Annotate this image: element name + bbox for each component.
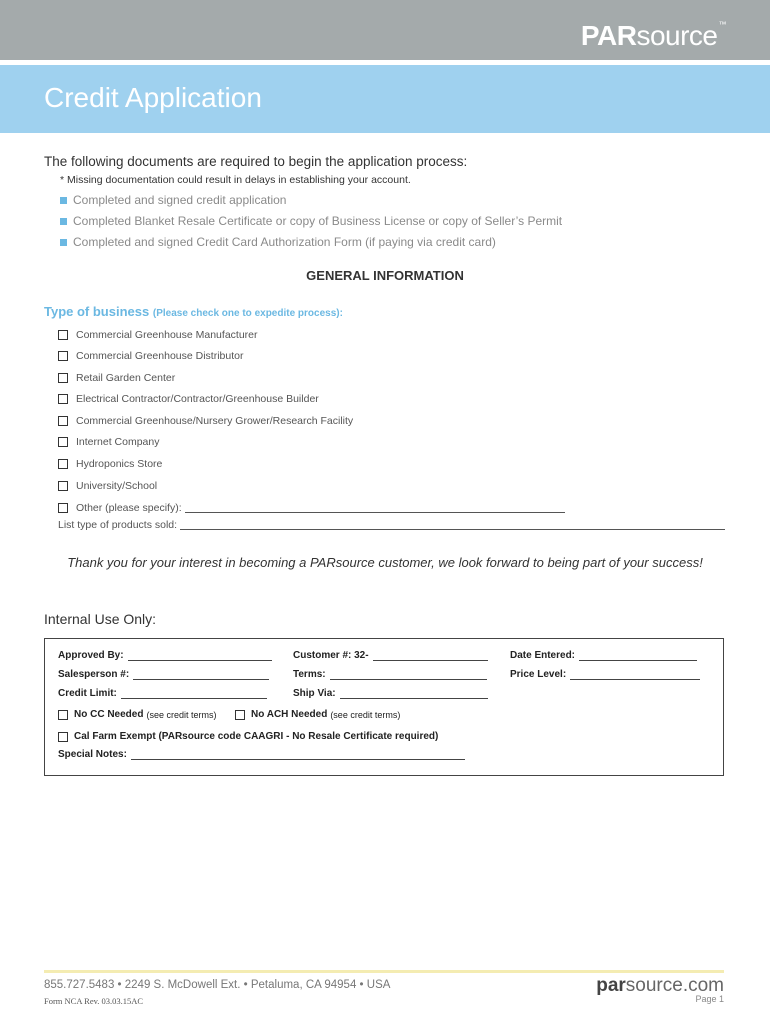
business-option[interactable]: Hydroponics Store (58, 458, 162, 470)
business-option[interactable]: Internet Company (58, 436, 159, 448)
parsource-logo: PARsource™ (580, 20, 726, 51)
checkbox-icon[interactable] (58, 416, 68, 426)
products-sold-row: List type of products sold: (58, 519, 725, 531)
internal-use-box (44, 638, 724, 776)
checkbox-icon[interactable] (58, 351, 68, 361)
form-number: Form NCA Rev. 03.03.15AC (44, 996, 144, 1006)
terms-line[interactable] (330, 670, 487, 680)
checkbox-icon[interactable] (58, 732, 68, 742)
thank-you-message: Thank you for your interest in becoming a PARsource customer, we look forward to being part of your success! (67, 555, 703, 570)
required-doc-item: Completed and signed Credit Card Authorization Form (if paying via credit card) (60, 235, 496, 249)
no-cc-checkbox[interactable]: No CC Needed (see credit terms) (58, 709, 216, 720)
page-title: Credit Application (44, 82, 262, 113)
square-bullet-icon (60, 197, 67, 204)
salesperson-line[interactable] (133, 670, 269, 680)
internal-use-heading: Internal Use Only: (44, 611, 157, 627)
checkbox-icon[interactable] (58, 503, 68, 513)
business-option[interactable]: Retail Garden Center (58, 372, 175, 384)
checkbox-icon[interactable] (58, 710, 68, 720)
business-type-label: Type of business (Please check one to expedite process): (44, 304, 343, 319)
checkbox-icon[interactable] (235, 710, 245, 720)
credit-limit-field[interactable]: Credit Limit: (58, 688, 267, 699)
products-sold-field[interactable] (180, 520, 725, 530)
section-title-general-information: GENERAL INFORMATION (306, 268, 464, 283)
requirements-heading: The following documents are required to begin the application process: (44, 154, 468, 169)
ship-via-line[interactable] (340, 689, 488, 699)
checkbox-icon[interactable] (58, 437, 68, 447)
square-bullet-icon (60, 239, 67, 246)
required-doc-item: Completed and signed credit application (60, 193, 286, 207)
date-entered-field[interactable]: Date Entered: (510, 650, 697, 661)
approved-by-field[interactable]: Approved By: (58, 650, 272, 661)
footer-contact: 855.727.5483 • 2249 S. McDowell Ext. • Petaluma, CA 94954 • USA (44, 979, 391, 991)
terms-field[interactable]: Terms: (293, 669, 487, 680)
checkbox-icon[interactable] (58, 373, 68, 383)
checkbox-icon[interactable] (58, 481, 68, 491)
business-option-other[interactable]: Other (please specify): (58, 502, 565, 514)
requirements-note: * Missing documentation could result in delays in establishing your account. (60, 174, 411, 186)
special-notes-line[interactable] (131, 750, 465, 760)
customer-number-line[interactable] (373, 651, 488, 661)
checkbox-icon[interactable] (58, 394, 68, 404)
business-option[interactable]: University/School (58, 480, 157, 492)
price-level-field[interactable]: Price Level: (510, 669, 700, 680)
price-level-line[interactable] (570, 670, 700, 680)
credit-limit-line[interactable] (121, 689, 267, 699)
footer-divider (44, 970, 724, 973)
business-option[interactable]: Commercial Greenhouse Distributor (58, 350, 243, 362)
square-bullet-icon (60, 218, 67, 225)
checkbox-icon[interactable] (58, 459, 68, 469)
salesperson-field[interactable]: Salesperson #: (58, 669, 269, 680)
business-option[interactable]: Commercial Greenhouse/Nursery Grower/Research Facility (58, 415, 353, 427)
date-entered-line[interactable] (579, 651, 697, 661)
business-option[interactable]: Commercial Greenhouse Manufacturer (58, 329, 258, 341)
ship-via-field[interactable]: Ship Via: (293, 688, 488, 699)
cal-farm-exempt-checkbox[interactable]: Cal Farm Exempt (PARsource code CAAGRI - No Resale Certificate required) (58, 731, 438, 742)
business-option[interactable]: Electrical Contractor/Contractor/Greenhouse Builder (58, 393, 319, 405)
special-notes-field[interactable]: Special Notes: (58, 749, 465, 760)
required-doc-item: Completed Blanket Resale Certificate or copy of Business License or copy of Seller’s Permit (60, 214, 562, 228)
customer-number-field[interactable]: Customer #: 32- (293, 650, 488, 661)
no-ach-checkbox[interactable]: No ACH Needed (see credit terms) (235, 709, 400, 720)
website-logo: parsource.com (596, 975, 724, 996)
approved-by-line[interactable] (128, 651, 272, 661)
checkbox-icon[interactable] (58, 330, 68, 340)
other-specify-field[interactable] (185, 503, 565, 513)
page-number: Page 1 (695, 994, 724, 1004)
